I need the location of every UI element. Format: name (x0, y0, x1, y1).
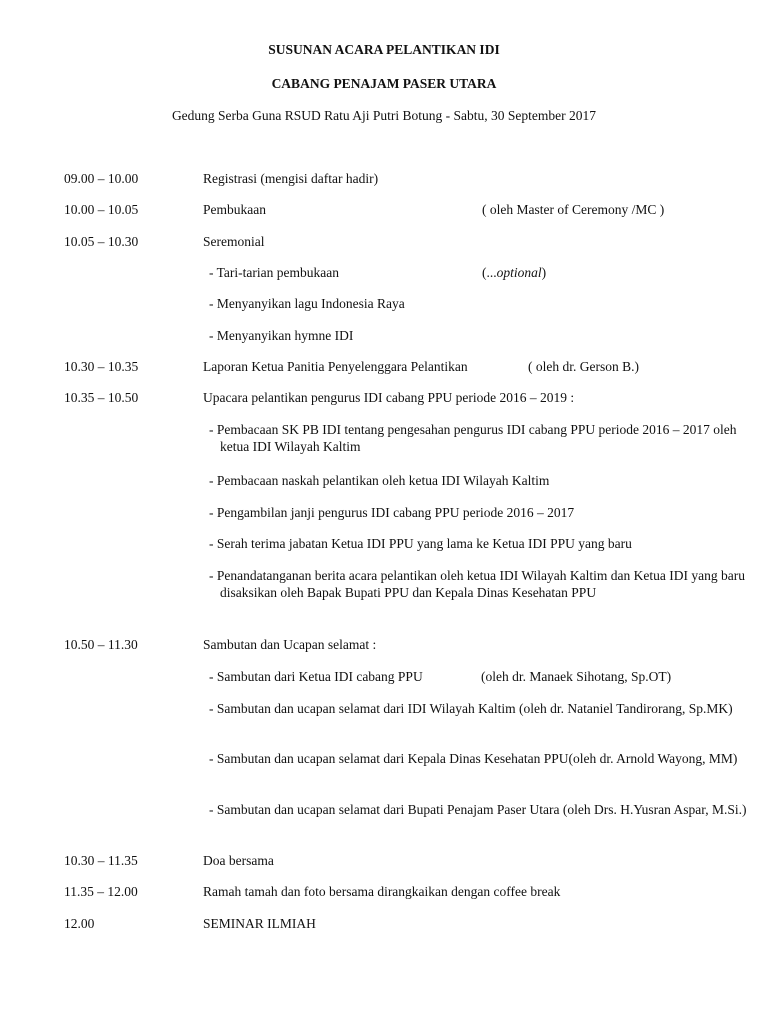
agenda-note: (oleh dr. Manaek Sihotang, Sp.OT) (481, 669, 672, 684)
agenda-subitem: - Sambutan dan ucapan selamat dari Bupati Penajam Paser Utara (oleh Drs. H.Yusran Aspar, M.Si.) (209, 802, 747, 817)
agenda-subitem: - Serah terima jabatan Ketua IDI PPU yang lama ke Ketua IDI PPU yang baru (209, 536, 632, 551)
agenda-subitem: - Penandatanganan berita acara pelantikan oleh ketua IDI Wilayah Kaltim dan Ketua IDI yang baru disaksikan oleh Bapak Bupati PPU dan Kepala Dinas Kesehatan PPU (209, 568, 745, 600)
agenda-subitem: - Sambutan dan ucapan selamat dari Kepala Dinas Kesehatan PPU(oleh dr. Arnold Wayong, MM) (209, 751, 738, 766)
agenda-activity: Ramah tamah dan foto bersama dirangkaikan dengan coffee break (203, 884, 561, 899)
agenda-time: 10.00 – 10.05 (64, 202, 139, 217)
agenda-time: 10.35 – 10.50 (64, 390, 139, 405)
agenda-subitem: - Menyanyikan hymne IDI (209, 328, 354, 343)
agenda-time: 09.00 – 10.00 (64, 171, 139, 186)
agenda-activity: Seremonial (203, 234, 265, 249)
agenda-time: 11.35 – 12.00 (64, 884, 138, 899)
agenda-note-optional: (...optional) (482, 265, 547, 280)
document-title: SUSUNAN ACARA PELANTIKAN IDI (268, 42, 500, 57)
agenda-note: ( oleh dr. Gerson B.) (528, 359, 639, 374)
agenda-activity: Registrasi (mengisi daftar hadir) (203, 171, 379, 186)
agenda-activity: Sambutan dan Ucapan selamat : (203, 637, 377, 652)
agenda-time: 10.30 – 11.35 (64, 853, 138, 868)
agenda-activity: Upacara pelantikan pengurus IDI cabang PPU periode 2016 – 2019 : (203, 390, 575, 405)
agenda-subitem: - Sambutan dan ucapan selamat dari IDI Wilayah Kaltim (oleh dr. Nataniel Tandirorang, Sp.MK) (209, 701, 733, 716)
agenda-time: 12.00 (64, 916, 95, 931)
agenda-subitem: - Sambutan dari Ketua IDI cabang PPU (209, 669, 423, 684)
agenda-time: 10.50 – 11.30 (64, 637, 138, 652)
agenda-activity: Laporan Ketua Panitia Penyelenggara Pelantikan (203, 359, 468, 374)
agenda-time: 10.30 – 10.35 (64, 359, 139, 374)
document-subtitle: CABANG PENAJAM PASER UTARA (271, 76, 497, 91)
agenda-activity: SEMINAR ILMIAH (203, 916, 316, 931)
agenda-note: ( oleh Master of Ceremony /MC ) (482, 202, 665, 217)
agenda-subitem: - Menyanyikan lagu Indonesia Raya (209, 296, 405, 311)
agenda-time: 10.05 – 10.30 (64, 234, 139, 249)
agenda-subitem: - Tari-tarian pembukaan (209, 265, 339, 280)
agenda-subitem: - Pembacaan naskah pelantikan oleh ketua IDI Wilayah Kaltim (209, 473, 550, 488)
agenda-activity: Doa bersama (203, 853, 274, 868)
venue-date-line: Gedung Serba Guna RSUD Ratu Aji Putri Botung - Sabtu, 30 September 2017 (171, 108, 597, 123)
agenda-subitem: - Pengambilan janji pengurus IDI cabang PPU periode 2016 – 2017 (209, 505, 575, 520)
agenda-subitem: - Pembacaan SK PB IDI tentang pengesahan pengurus IDI cabang PPU periode 2016 – 2017 oleh ketua IDI Wilayah Kaltim (209, 422, 737, 454)
agenda-activity: Pembukaan (203, 202, 266, 217)
